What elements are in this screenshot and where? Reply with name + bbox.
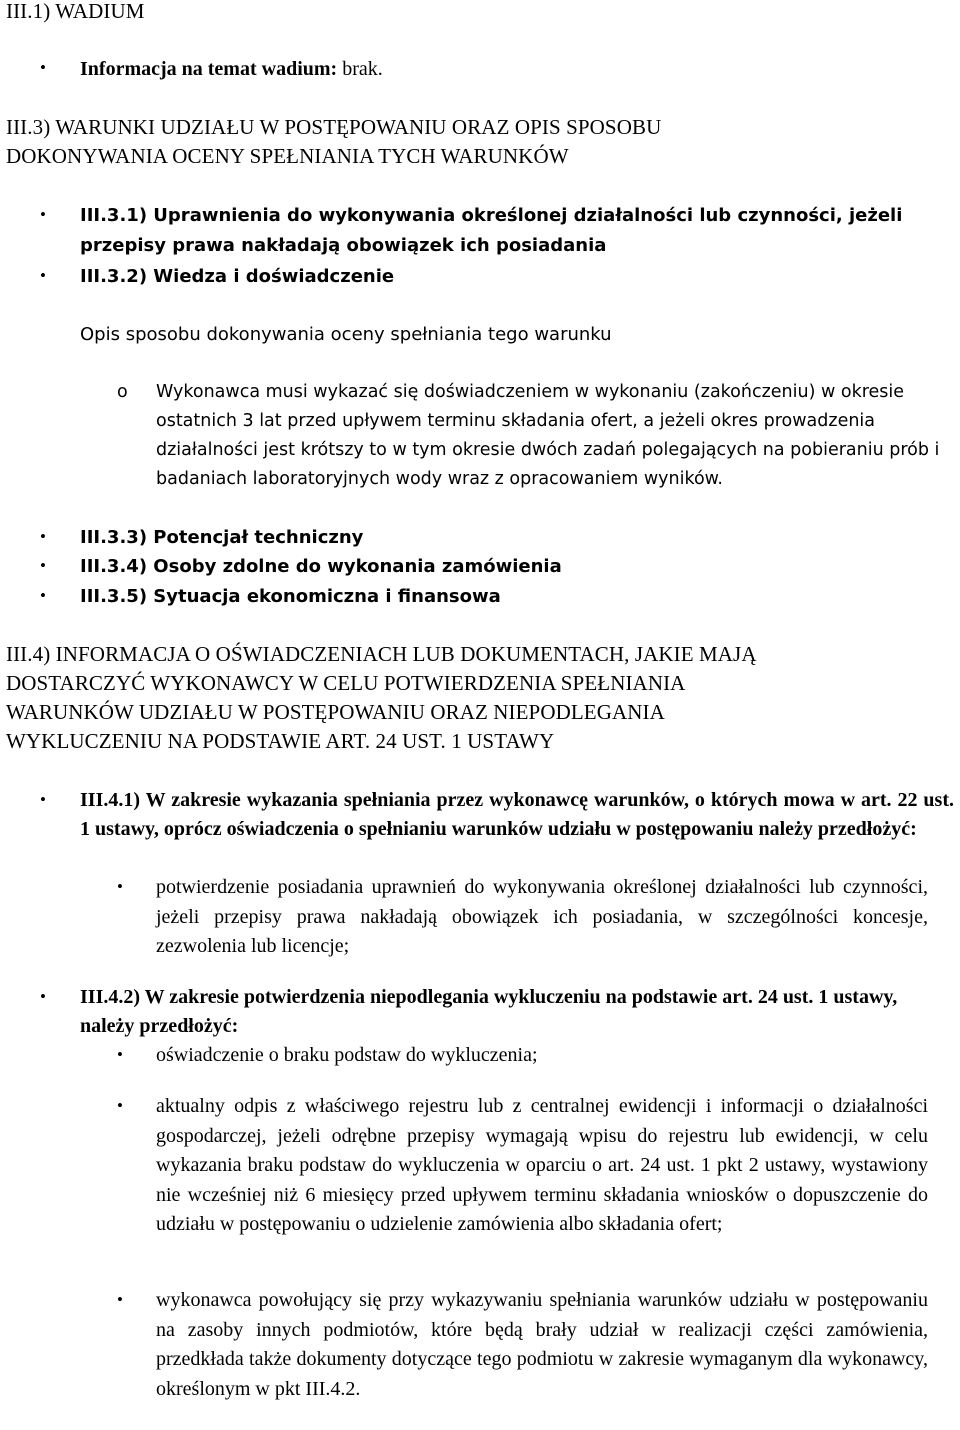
section-title-informacja-l2: DOSTARCZYĆ WYKONAWCY W CELU POTWIERDZENIA SPEŁNIANIA [6,671,686,695]
bullet-icon [117,1041,123,1071]
niepodleganie-doc-1: oświadczenie o braku podstaw do wykluczenia; [156,1044,538,1066]
bullet-icon [117,1092,123,1122]
section-title-warunki-l2: DOKONYWANIA OCENY SPEŁNIANIA TYCH WARUNKÓW [6,144,569,168]
opis-heading: Opis sposobu dokonywania oceny spełniania tego warunku [80,324,612,345]
niepodleganie-doc-3: wykonawca powołujący się przy wykazywaniu spełniania warunków udziału w postępowaniu na zasoby innych podmiotów, które będą brały udział w realizacji części zamówienia, przedkłada także dokumenty dotyczące tego podmiotu w zakresie wymaganym dla wykonawcy, określonym w pkt III.4.2. [156,1289,928,1400]
wadium-label: Informacja na temat wadium: [80,58,338,80]
item-sytuacja: III.3.5) Sytuacja ekonomiczna i finansowa [80,586,501,607]
bullet-icon [40,983,46,1013]
wykazanie-doc-1: potwierdzenie posiadania uprawnień do wykonywania określonej działalności lub czynności, jeżeli przepisy prawa nakładają obowiązek ich posiadania, w szczególności koncesje, zezwolenia lub licencje; [156,876,928,957]
item-niepodleganie: III.4.2) W zakresie potwierdzenia niepodlegania wykluczeniu na podstawie art. 24 ust. 1 ustawy, należy przedłożyć: [80,986,898,1037]
section-title-wadium: III.1) WADIUM [6,0,145,23]
bullet-icon [40,786,46,816]
item-potencjal: III.3.3) Potencjał techniczny [80,527,364,548]
section-title-warunki-l1: III.3) WARUNKI UDZIAŁU W POSTĘPOWANIU ORAZ OPIS SPOSOBU [6,115,662,139]
bullet-icon [40,582,46,612]
bullet-icon [40,523,46,553]
item-wykazanie: III.4.1) W zakresie wykazania spełniania przez wykonawcę warunków, o których mowa w art. 22 ust. 1 ustawy, oprócz oświadczenia o spełnianiu warunków udziału w postępowaniu należy przedłożyć: [80,789,954,840]
bullet-icon [117,873,123,903]
item-osoby: III.3.4) Osoby zdolne do wykonania zamówienia [80,556,562,577]
bullet-icon [40,262,46,292]
niepodleganie-doc-2: aktualny odpis z właściwego rejestru lub z centralnej ewidencji i informacji o działalności gospodarczej, jeżeli odrębne przepisy wymagają wpisu do rejestru lub ewidencji, w celu wykazania braku podstaw do wykluczenia w oparciu o art. 24 ust. 1 pkt 2 ustawy, wystawiony nie wcześniej niż 6 miesięcy przed upływem terminu składania wniosków o dopuszczenie do udziału w postępowaniu o udzielenie zamówienia albo składania ofert; [156,1095,928,1235]
circle-bullet-icon: o [117,382,128,402]
wadium-line [80,55,960,85]
bullet-icon [40,552,46,582]
bullet-icon [40,54,46,84]
wadium-value: brak. [337,58,383,80]
opis-desc: Wykonawca musi wykazać się doświadczeniem w wykonaniu (zakończeniu) w okresie ostatnich 3 lat przed upływem terminu składania ofert, a jeżeli okres prowadzenia działalności jest krótszy to w tym okresie dwóch zadań polegających na pobieraniu prób i badaniach laboratoryjnych wody wraz z opracowaniem wyników. [156,382,940,489]
item-uprawnienia: III.3.1) Uprawnienia do wykonywania określonej działalności lub czynności, jeżeli przepisy prawa nakładają obowiązek ich posiadania [80,205,903,256]
bullet-icon [40,201,46,231]
section-title-informacja-l1: III.4) INFORMACJA O OŚWIADCZENIACH LUB DOKUMENTACH, JAKIE MAJĄ [6,642,757,666]
bullet-icon [117,1286,123,1316]
section-title-informacja-l3: WARUNKÓW UDZIAŁU W POSTĘPOWANIU ORAZ NIEPODLEGANIA [6,700,665,724]
section-title-informacja-l4: WYKLUCZENIU NA PODSTAWIE ART. 24 UST. 1 USTAWY [6,729,555,753]
item-wiedza: III.3.2) Wiedza i doświadczenie [80,266,395,287]
